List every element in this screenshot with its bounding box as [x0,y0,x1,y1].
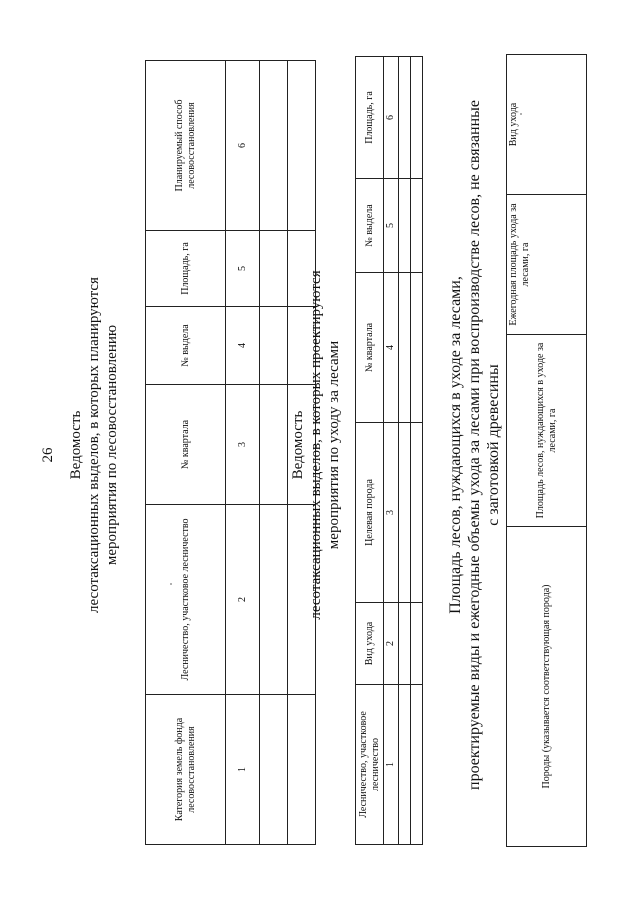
number-cell: 4 [384,273,399,423]
section1-subtitle-line2: мероприятия по лесовосстановлению [104,324,120,566]
table-header-row [507,55,587,847]
section3-title-line2: проектируемые виды и ежегодные объемы ухода за лесами при воспроизводстве лесов, не связанные [466,100,483,790]
page-number: 26 [40,447,56,463]
header-cell: № квартала [146,385,226,505]
number-cell: 2 [226,505,260,695]
table-header-row [146,61,226,845]
section2-title: Ведомость [290,410,306,480]
section2-subtitle-line2: мероприятия по уходу за лесами [326,340,342,550]
header-cell: Лесничество, участковое лесничество [146,505,226,695]
number-cell: 1 [226,695,260,845]
number-cell: 1 [384,685,399,845]
section3-title-line1: Площадь лесов, нуждающихся в уходе за лесами, [447,276,464,614]
header-cell: № выдела [146,307,226,385]
section3-table [506,54,587,847]
section2-table [355,56,423,845]
number-cell: 3 [384,423,399,603]
header-cell: Породы (указывается соответствующая порода) [507,527,587,847]
table-number-row [384,57,399,845]
number-cell: 6 [226,61,260,231]
table-row [399,57,411,845]
number-cell: 6 [384,57,399,179]
header-cell: Площадь, га [146,231,226,307]
table-header-row [356,57,384,845]
header-cell: № квартала [356,273,384,423]
number-cell: 4 [226,307,260,385]
header-cell: Ежегодная площадь ухода за лесами, га [507,195,587,335]
header-cell: № выдела [356,179,384,273]
header-cell: Площадь, га [356,57,384,179]
number-cell: 3 [226,385,260,505]
number-cell: 2 [384,603,399,685]
header-cell: Лесничество, участковое лесничество [356,685,384,845]
header-cell: Вид ухода [507,55,587,195]
table-row [411,57,423,845]
number-cell: 5 [226,231,260,307]
number-cell: 5 [384,179,399,273]
header-cell: Целевая порода [356,423,384,603]
section1-subtitle-line1: лесотаксационных выделов, в которых планируются [86,277,102,613]
header-cell: Планируемый способ лесовосстановления [146,61,226,231]
table-number-row [226,61,260,845]
header-cell: Категория земель фонда лесовосстановления [146,695,226,845]
scan-speck [170,583,172,585]
scan-speck [520,113,522,115]
section1-title: Ведомость [68,410,84,480]
table-row [260,61,288,845]
header-cell: Вид ухода [356,603,384,685]
header-cell: Площадь лесов, нуждающихся в уходе за лесами, га [507,335,587,527]
section2-subtitle-line1: лесотаксационных выделов, в которых проектируются [308,270,324,620]
section3-title-line3: с заготовкой древесины [485,364,502,526]
